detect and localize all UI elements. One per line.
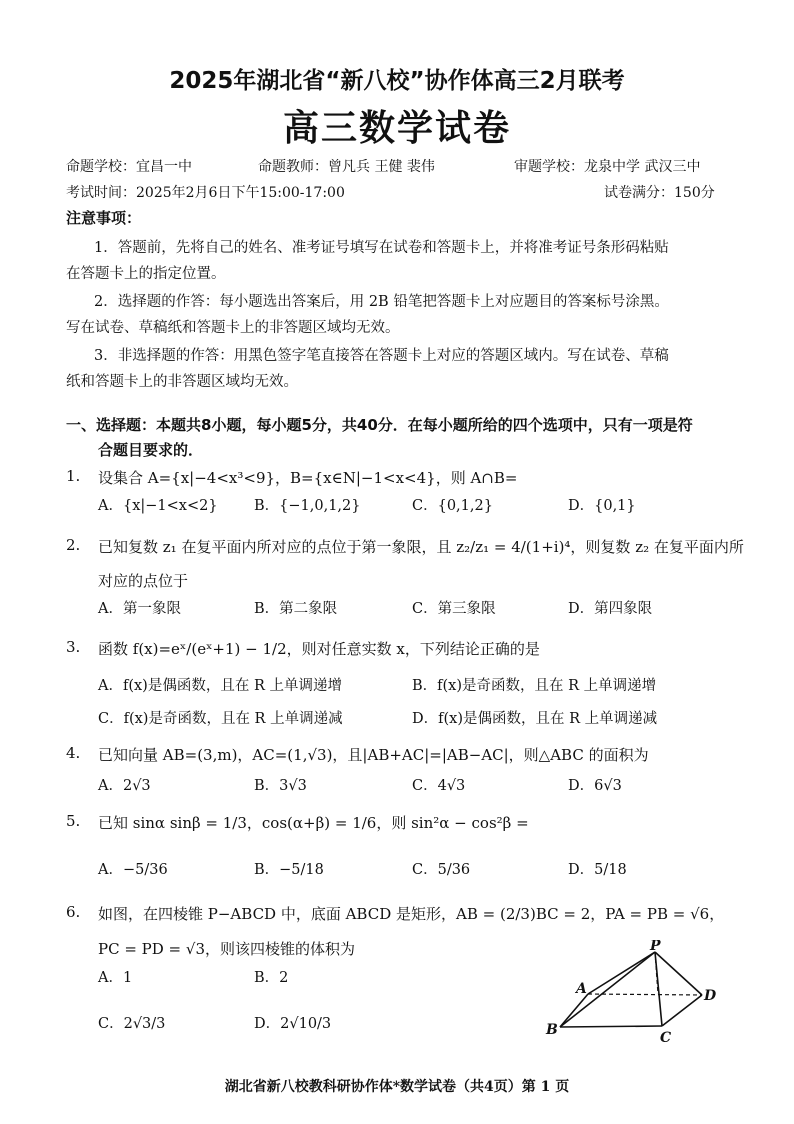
q3-option-b: B．f(x)是奇函数，且在 R 上单调递增 xyxy=(412,678,657,694)
setter-school: 命题学校：宜昌一中 xyxy=(66,159,192,175)
exam-time: 考试时间：2025年2月6日下午15:00-17:00 xyxy=(66,185,345,201)
edge-cd xyxy=(662,995,702,1026)
pyramid-figure xyxy=(540,940,730,1050)
edge-ab xyxy=(560,994,588,1027)
edge-pb xyxy=(560,952,655,1027)
q5-number: 5. xyxy=(66,812,81,830)
note-3-line-1: 3．非选择题的作答：用黑色签字笔直接答在答题卡上对应的答题区域内。写在试卷、草稿 xyxy=(94,348,669,364)
full-score: 试卷满分：150分 xyxy=(604,185,715,201)
q6-stem-line-1: 如图，在四棱锥 P−ABCD 中，底面 ABCD 是矩形，AB = (2/3)BC = 2，PA = PB = √6， xyxy=(98,905,725,923)
q4-option-b: B．3√3 xyxy=(254,778,307,794)
edge-pa xyxy=(588,952,655,994)
q1-number: 1. xyxy=(66,467,81,485)
edge-pc xyxy=(655,952,662,1026)
q5-stem: 已知 sinα sinβ = 1/3，cos(α+β) = 1/6，则 sin²α − cos²β = xyxy=(98,814,529,832)
q3-option-c: C．f(x)是奇函数，且在 R 上单调递减 xyxy=(98,711,343,727)
q5-option-b: B．−5/18 xyxy=(254,862,324,878)
q2-option-b: B．第二象限 xyxy=(254,601,338,617)
note-3-line-2: 纸和答题卡上的非答题区域均无效。 xyxy=(66,374,298,390)
q4-option-a: A．2√3 xyxy=(98,778,151,794)
q2-stem-line-2: 对应的点位于 xyxy=(98,572,189,590)
q2-option-d: D．第四象限 xyxy=(568,601,653,617)
q6-option-c: C．2√3/3 xyxy=(98,1016,166,1032)
q2-option-c: C．第三象限 xyxy=(412,601,496,617)
q1-option-b: B．{−1,0,1,2} xyxy=(254,498,361,514)
q1-option-a: A．{x|−1<x<2} xyxy=(98,498,218,514)
q4-option-c: C．4√3 xyxy=(412,778,466,794)
page-footer: 湖北省新八校教科研协作体*数学试卷（共4页）第 1 页 xyxy=(224,1079,570,1095)
q3-option-a: A．f(x)是偶函数，且在 R 上单调递增 xyxy=(98,678,342,694)
q6-number: 6. xyxy=(66,903,81,921)
section-1-heading-cont: 合题目要求的． xyxy=(98,441,204,459)
edge-pd xyxy=(655,952,702,995)
label-p: P xyxy=(650,940,661,954)
q2-number: 2. xyxy=(66,536,81,554)
label-b: B xyxy=(546,1022,558,1038)
q3-option-d: D．f(x)是偶函数，且在 R 上单调递减 xyxy=(412,711,658,727)
q1-stem: 设集合 A={x|−4<x³<9}，B={x∈N|−1<x<4}，则 A∩B= xyxy=(98,469,518,487)
q4-option-d: D．6√3 xyxy=(568,778,622,794)
q6-option-a: A．1 xyxy=(98,970,133,986)
label-a: A xyxy=(576,981,587,997)
section-1-heading: 一、选择题：本题共8小题，每小题5分，共40分．在每小题所给的四个选项中，只有一项是符 xyxy=(66,416,693,434)
q5-option-c: C．5/36 xyxy=(412,862,471,878)
paper-title: 高三数学试卷 xyxy=(282,108,511,149)
label-d: D xyxy=(704,988,717,1004)
note-1-line-2: 在答题卡上的指定位置。 xyxy=(66,266,226,282)
q4-number: 4. xyxy=(66,744,81,762)
q6-option-d: D．2√10/3 xyxy=(254,1016,332,1032)
note-1-line-1: 1．答题前，先将自己的姓名、准考证号填写在试卷和答题卡上，并将准考证号条形码粘贴 xyxy=(94,240,669,256)
note-2-line-1: 2．选择题的作答：每小题选出答案后，用 2B 铅笔把答题卡上对应题目的答案标号涂黑。 xyxy=(94,294,669,310)
q1-option-c: C．{0,1,2} xyxy=(412,498,493,514)
exam-title: 2025年湖北省“新八校”协作体高三2月联考 xyxy=(169,68,625,94)
edge-ad-hidden xyxy=(588,994,702,995)
q2-option-a: A．第一象限 xyxy=(98,601,181,617)
q3-number: 3. xyxy=(66,638,81,656)
q5-option-a: A．−5/36 xyxy=(98,862,168,878)
review-schools: 审题学校：龙泉中学 武汉三中 xyxy=(514,159,701,175)
q3-stem: 函数 f(x)=eˣ/(eˣ+1) − 1/2，则对任意实数 x，下列结论正确的是 xyxy=(98,640,540,658)
q2-stem-line-1: 已知复数 z₁ 在复平面内所对应的点位于第一象限，且 z₂/z₁ = 4/(1+i)⁴，则复数 z₂ 在复平面内所 xyxy=(98,538,744,556)
note-2-line-2: 写在试卷、草稿纸和答题卡上的非答题区域均无效。 xyxy=(66,320,400,336)
q4-stem: 已知向量 AB=(3,m)，AC=(1,√3)，且|AB+AC|=|AB−AC|，则△ABC 的面积为 xyxy=(98,746,649,764)
edge-bc xyxy=(560,1026,662,1027)
label-c: C xyxy=(660,1030,672,1046)
q6-stem-line-2: PC = PD = √3，则该四棱锥的体积为 xyxy=(98,940,356,958)
q6-option-b: B．2 xyxy=(254,970,289,986)
q5-option-d: D．5/18 xyxy=(568,862,627,878)
notes-heading: 注意事项： xyxy=(66,209,142,227)
setter-teachers: 命题教师：曾凡兵 王健 裴伟 xyxy=(258,159,435,175)
q1-option-d: D．{0,1} xyxy=(568,498,636,514)
